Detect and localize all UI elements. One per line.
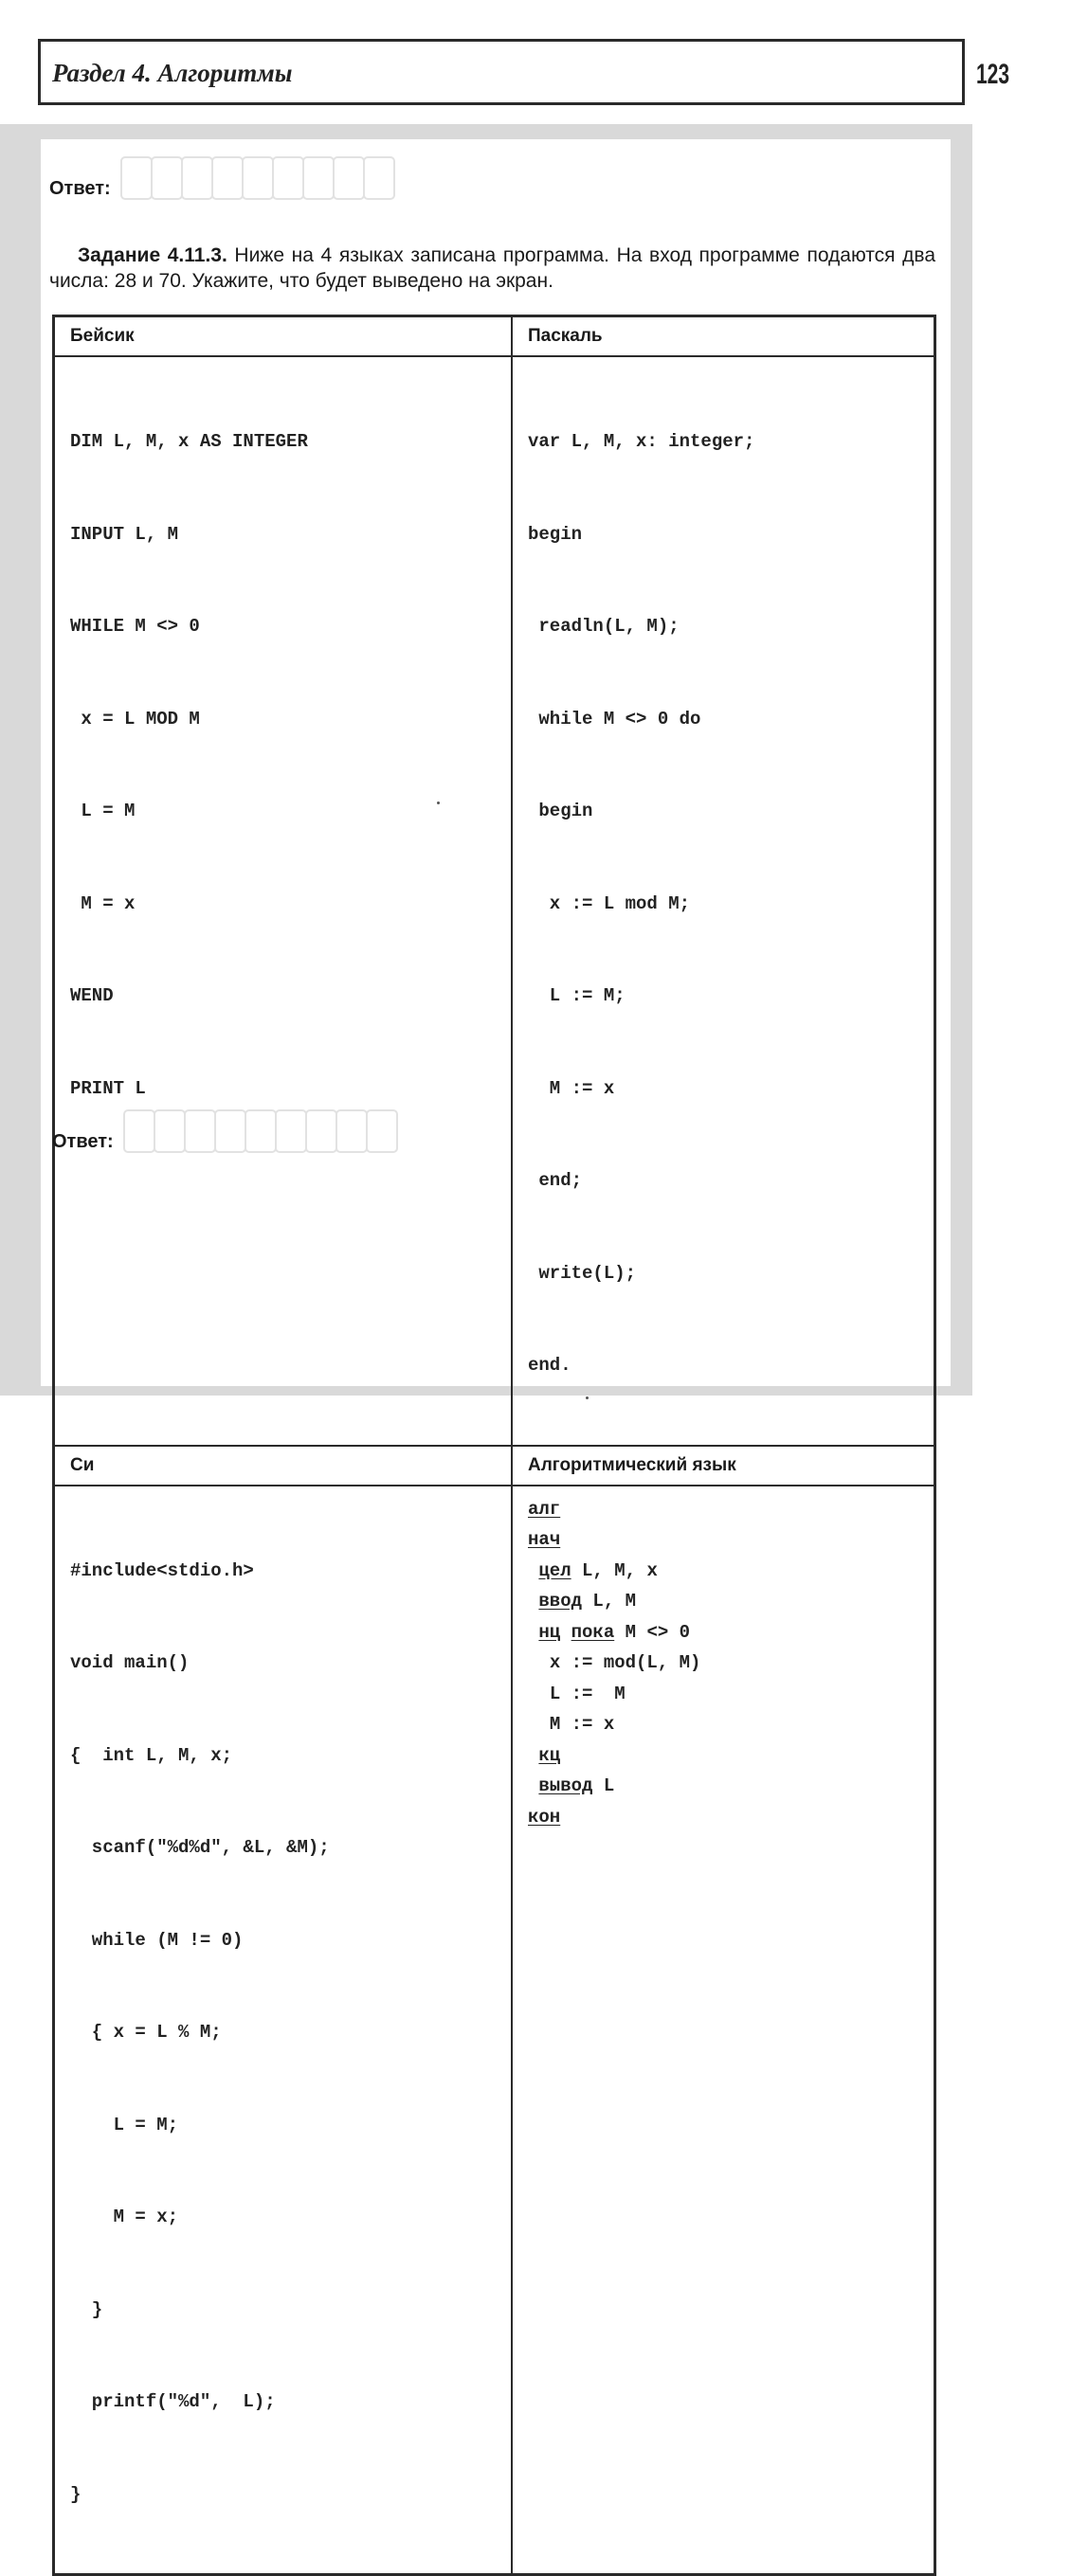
task-text: Ниже на 4 языках записана программа. На вход программе подаются два числа: 28 и 70. Укажите, что будет выведено на экран.: [49, 244, 935, 292]
code-line: scanf("%d%d", &L, &M);: [70, 1837, 330, 1858]
answer-cell[interactable]: [123, 1109, 155, 1153]
answer-cell[interactable]: [302, 156, 335, 200]
code-text: [528, 1591, 538, 1612]
keyword: ввод: [538, 1591, 583, 1612]
answer-cells[interactable]: [123, 1109, 396, 1153]
code-line: { x = L % M;: [70, 2022, 222, 2043]
keyword: цел: [538, 1559, 571, 1581]
code-line: L := M;: [528, 985, 626, 1006]
answer-cell[interactable]: [154, 1109, 186, 1153]
pascal-code: [512, 356, 935, 1446]
answer-cell[interactable]: [333, 156, 365, 200]
code-text: [560, 1622, 571, 1643]
code-line: [528, 1709, 934, 1740]
answer-cells[interactable]: [120, 156, 393, 200]
code-line: [528, 1586, 934, 1617]
code-line: [528, 1494, 934, 1525]
code-line: L = M: [70, 801, 136, 821]
answer-cell[interactable]: [120, 156, 153, 200]
code-text: [528, 1745, 538, 1766]
code-line: write(L);: [528, 1262, 637, 1284]
code-line: M := x: [528, 1077, 615, 1099]
code-text: x := mod(L, M): [549, 1652, 701, 1673]
code-line: x = L MOD M: [70, 708, 200, 730]
code-text: L: [592, 1775, 615, 1796]
code-line: PRINT L: [70, 1077, 146, 1099]
code-line: void main(): [70, 1652, 190, 1673]
answer-cell[interactable]: [214, 1109, 246, 1153]
code-line: [528, 1802, 934, 1833]
code-text: [528, 1775, 538, 1796]
code-line: WEND: [70, 985, 114, 1006]
basic-header: Бейсик: [54, 316, 513, 357]
answer-cell[interactable]: [151, 156, 183, 200]
answer-row-top: [49, 155, 393, 200]
code-line: [528, 1771, 934, 1802]
code-line: M = x: [70, 892, 136, 914]
answer-cell[interactable]: [211, 156, 244, 200]
keyword: пока: [571, 1621, 615, 1643]
answer-cell[interactable]: [275, 1109, 307, 1153]
code-line: begin: [528, 801, 593, 821]
code-text: [528, 1622, 538, 1643]
code-line: begin: [528, 523, 583, 545]
basic-code: [54, 356, 513, 1446]
algo-header: Алгоритмический язык: [512, 1446, 935, 1486]
pascal-header: Паскаль: [512, 316, 935, 357]
code-line: M = x;: [70, 2207, 179, 2227]
code-line: }: [70, 2483, 82, 2505]
code-text: [528, 1652, 550, 1673]
code-line: INPUT L, M: [70, 523, 179, 545]
scan-speck: [586, 1396, 589, 1399]
code-line: #include<stdio.h>: [70, 1559, 254, 1581]
code-line: end;: [528, 1170, 583, 1191]
keyword: алг: [528, 1498, 561, 1520]
code-line: [528, 1648, 934, 1679]
code-line: DIM L, M, x AS INTEGER: [70, 431, 308, 452]
keyword: нач: [528, 1529, 561, 1550]
code-line: end.: [528, 1355, 571, 1376]
code-text: M := x: [549, 1714, 615, 1735]
answer-cell[interactable]: [272, 156, 304, 200]
code-line: WHILE M <> 0: [70, 616, 200, 637]
algo-code: [512, 1486, 935, 2575]
task-statement: [49, 243, 935, 294]
keyword: кон: [528, 1806, 561, 1828]
answer-cell[interactable]: [363, 156, 395, 200]
c-header: Си: [54, 1446, 513, 1486]
keyword: кц: [538, 1744, 561, 1766]
code-table: [52, 315, 936, 2576]
code-line: var L, M, x: integer;: [528, 431, 755, 452]
scan-speck: [437, 802, 440, 804]
section-header: [38, 39, 965, 105]
answer-cell[interactable]: [336, 1109, 368, 1153]
code-line: L = M;: [70, 2114, 179, 2135]
keyword: вывод: [538, 1775, 593, 1796]
code-text: L, M: [582, 1591, 637, 1612]
answer-row-bottom: [52, 1108, 396, 1153]
answer-label: Ответ:: [49, 178, 111, 199]
code-text: [528, 1560, 538, 1581]
c-code: [54, 1486, 513, 2575]
code-text: L := M: [549, 1683, 626, 1704]
keyword: нц: [538, 1621, 561, 1643]
code-line: while M <> 0 do: [528, 708, 701, 730]
answer-cell[interactable]: [366, 1109, 398, 1153]
code-line: [528, 1679, 934, 1710]
answer-cell[interactable]: [242, 156, 274, 200]
page-number: 123: [976, 59, 1010, 90]
code-line: [528, 1556, 934, 1587]
code-line: [528, 1740, 934, 1772]
code-line: [528, 1617, 934, 1648]
code-line: readln(L, M);: [528, 616, 680, 637]
code-line: printf("%d", L);: [70, 2391, 276, 2412]
answer-cell[interactable]: [181, 156, 213, 200]
code-line: { int L, M, x;: [70, 1744, 233, 1766]
answer-cell[interactable]: [305, 1109, 337, 1153]
section-title: Раздел 4. Алгоритмы: [52, 59, 293, 87]
code-line: while (M != 0): [70, 1929, 244, 1951]
answer-cell[interactable]: [245, 1109, 277, 1153]
code-line: }: [70, 2298, 103, 2320]
code-line: x := L mod M;: [528, 892, 691, 914]
task-number: Задание 4.11.3.: [78, 244, 227, 266]
code-text: [528, 1714, 550, 1735]
code-text: [528, 1684, 550, 1704]
code-text: L, M, x: [571, 1559, 658, 1581]
answer-label: Ответ:: [52, 1131, 114, 1152]
code-line: [528, 1524, 934, 1556]
answer-cell[interactable]: [184, 1109, 216, 1153]
code-text: M <> 0: [614, 1621, 691, 1643]
